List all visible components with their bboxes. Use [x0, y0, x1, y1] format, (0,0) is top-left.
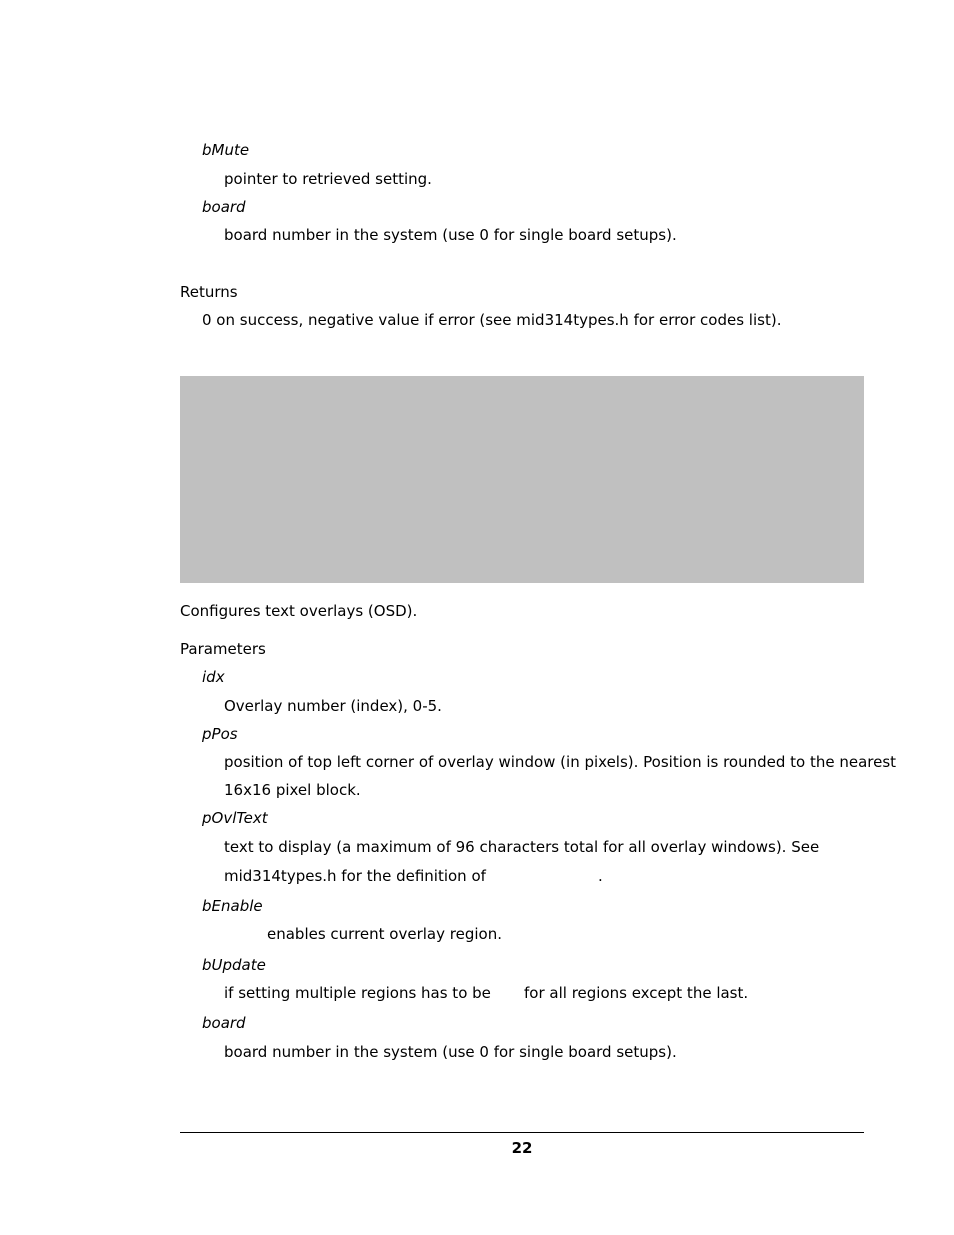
param-name-board: board — [202, 198, 246, 216]
param-desc-povltext-period: . — [598, 867, 603, 885]
param-name-benable: bEnable — [202, 897, 263, 915]
footer-divider — [180, 1132, 864, 1133]
returns-heading: Returns — [180, 283, 238, 301]
param-name-ppos: pPos — [202, 725, 238, 743]
function-description: Configures text overlays (OSD). — [180, 602, 418, 620]
parameters-heading: Parameters — [180, 640, 266, 658]
param-name-idx: idx — [202, 668, 225, 686]
param-desc-bupdate-prefix: if setting multiple regions has to be — [224, 984, 491, 1002]
param-desc-idx: Overlay number (index), 0-5. — [224, 697, 442, 715]
page-number: 22 — [511, 1139, 533, 1157]
param-desc-bupdate-suffix: for all regions except the last. — [524, 984, 749, 1002]
param-desc-povltext-line2: mid314types.h for the definition of — [224, 867, 486, 885]
returns-text: 0 on success, negative value if error (see mid314types.h for error codes list). — [202, 311, 782, 329]
param-desc-ppos-line2: 16x16 pixel block. — [224, 781, 361, 799]
param-desc-ppos-line1: position of top left corner of overlay window (in pixels). Position is rounded to the nearest — [224, 753, 897, 771]
param-desc-board: board number in the system (use 0 for single board setups). — [224, 226, 677, 244]
param-name-bmute: bMute — [202, 141, 250, 159]
param-name-povltext: pOvlText — [202, 809, 268, 827]
param-name-bupdate: bUpdate — [202, 956, 266, 974]
function-prototype-box — [180, 376, 864, 583]
param-desc-benable: enables current overlay region. — [267, 925, 502, 943]
param-name-board-2: board — [202, 1014, 246, 1032]
param-desc-board-2: board number in the system (use 0 for single board setups). — [224, 1043, 677, 1061]
param-desc-povltext-line1: text to display (a maximum of 96 characters total for all overlay windows). See — [224, 838, 820, 856]
param-desc-bmute: pointer to retrieved setting. — [224, 170, 432, 188]
